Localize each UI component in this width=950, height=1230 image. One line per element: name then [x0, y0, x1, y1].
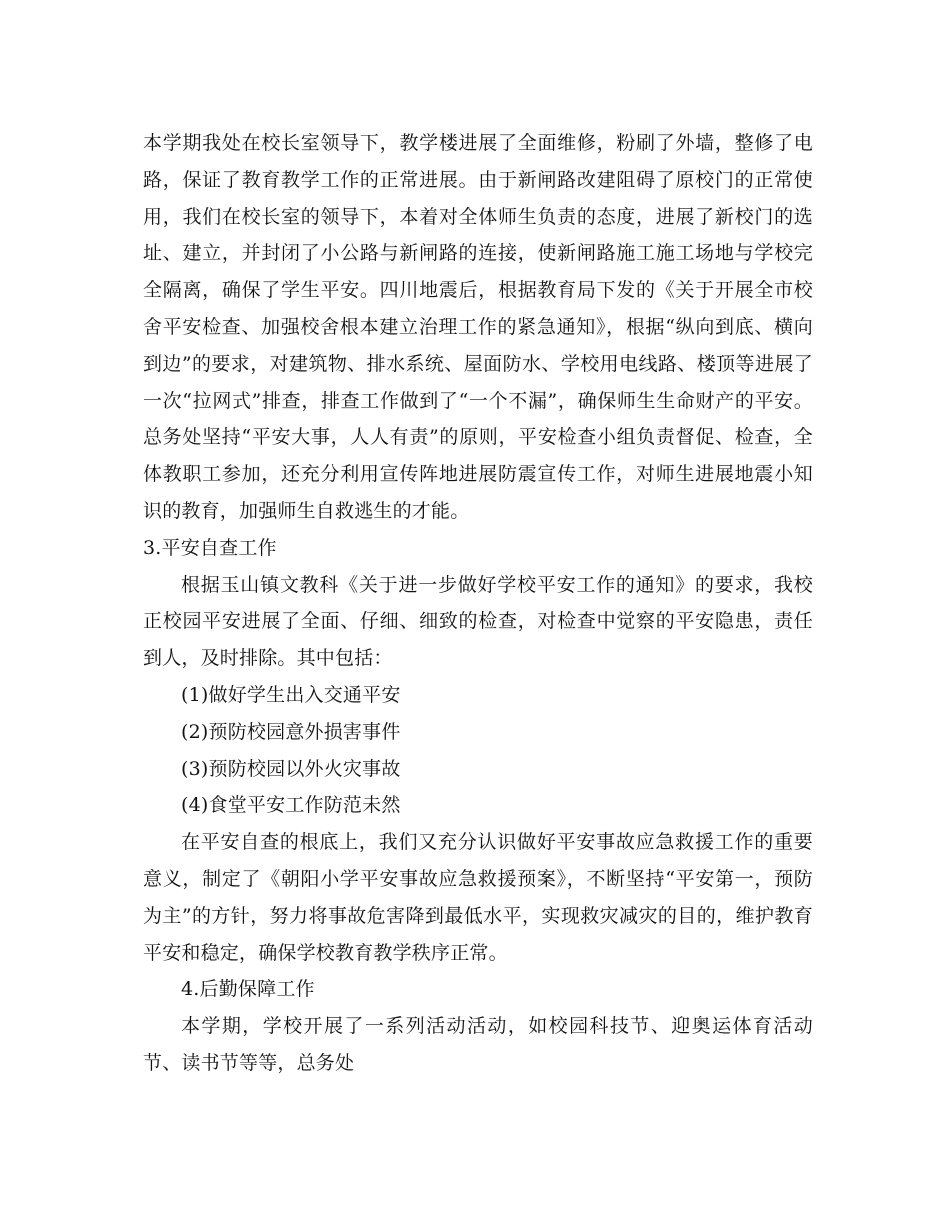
list-item: (3)预防校园以外火灾事故 — [181, 757, 401, 780]
document-body — [143, 125, 813, 1082]
list-item: (4)食堂平安工作防范未然 — [181, 794, 401, 817]
list-item: (1)做好学生出入交通平安 — [181, 683, 401, 706]
section-heading-safety-self-check: 3.平安自查工作 — [143, 536, 277, 559]
section-heading-logistics: 4.后勤保障工作 — [181, 978, 315, 1001]
list-item: (2)预防校园意外损害事件 — [181, 720, 401, 743]
paragraph-maintenance: 本学期我处在校长室领导下，教学楼进展了全面维修，粉刷了外墙，整修了电路，保证了教育教学工作的正常进展。由于新闸路改建阻碍了原校门的正常使用，我们在校长室的领导下，本着对全体师生负责的态度，进展了新校门的选址、建立，并封闭了小公路与新闸路的连接，使新闸路施工施工场地与学校完全隔离，确保了学生平安。四川地震后，根据教育局下发的《关于开展全市校舍平安检查、加强校舍根本建立治理工作的紧急通知》，根据“纵向到底、横向到边”的要求，对建筑物、排水系统、屋面防水、学校用电线路、楼顶等进展了一次“拉网式”排查，排查工作做到了“一个不漏”，确保师生生命财产的平安。总务处坚持“平安大事，人人有责”的原则，平安检查小组负责督促、检查，全体教职工参加，还充分利用宣传阵地进展防震宣传工作，对师生进展地震小知识的教育，加强师生自救逃生的才能。 — [143, 132, 813, 522]
paragraph-activities: 本学期，学校开展了一系列活动活动，如校园科技节、迎奥运体育活动节、读书节等等，总务处 — [143, 1015, 813, 1074]
paragraph-emergency-plan: 在平安自查的根底上，我们又充分认识做好平安事故应急救援工作的重要意义，制定了《朝阳小学平安事故应急救援预案》，不断坚持“平安第一，预防为主”的方针，努力将事故危害降到最低水平，实现救灾减灾的目的，维护教育平安和稳定，确保学校教育教学秩序正常。 — [143, 831, 813, 964]
paragraph-self-check: 根据玉山镇文教科《关于进一步做好学校平安工作的通知》的要求，我校正校园平安进展了全面、仔细、细致的检查，对检查中觉察的平安隐患，责任到人，及时排除。其中包括： — [143, 573, 813, 670]
